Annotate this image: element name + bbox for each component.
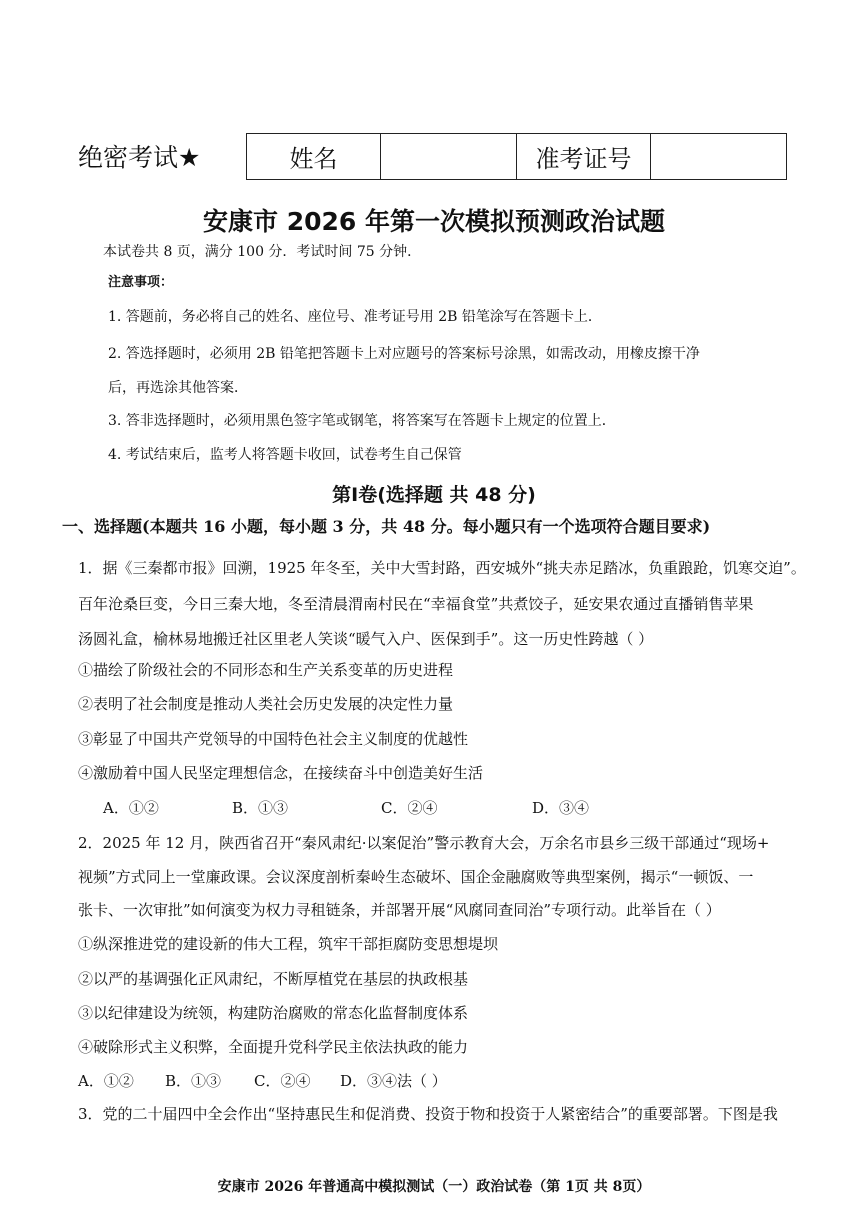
option-c: C．②④ [381,799,438,817]
statement: ②表明了社会制度是推动人类社会历史发展的决定性力量 [78,695,454,713]
id-field [651,134,786,179]
option-a: A．①② [78,1072,134,1090]
notes-heading: 注意事项： [108,275,174,290]
question-text: 2．2025 年 12 月，陕西省召开“秦风肃纪·以案促治”警示教育大会，万余名市县乡三级干部通过“现场+ [78,834,770,852]
name-label: 姓名 [247,134,381,179]
section-title: 第Ⅰ卷(选择题 共 48 分) [332,484,536,506]
option-a: A．①② [103,799,159,817]
option-d: D．③④法（ ） [340,1072,447,1090]
candidate-info-table [246,133,787,180]
id-label: 准考证号 [517,134,651,179]
note-line: 3. 答非选择题时，必须用黑色签字笔或钢笔，将答案写在答题卡上规定的位置上． [108,413,616,429]
question-text: 1．据《三秦都市报》回溯，1925 年冬至，关中大雪封路，西安城外“挑夫赤足踏冰，负重踉跄，饥寒交迫”。 [78,559,806,577]
note-line: 后，再选涂其他答案． [108,380,248,396]
option-c: C．②④ [254,1072,311,1090]
statement: ③以纪律建设为统领，构建防治腐败的常态化监督制度体系 [78,1004,469,1022]
question-text: 汤圆礼盒，榆林易地搬迁社区里老人笑谈“暖气入户、医保到手”。这一历史性跨越（ ） [78,630,654,648]
statement: ①描绘了阶级社会的不同形态和生产关系变革的历史进程 [78,661,454,679]
secret-label: 绝密考试★ [78,143,201,172]
question-text: 百年沧桑巨变，今日三秦大地，冬至清晨渭南村民在“幸福食堂”共煮饺子，延安果农通过直播销售苹果 [78,595,754,613]
section-description: 一、选择题(本题共 16 小题，每小题 3 分，共 48 分。每小题只有一个选项符合题目要求) [62,517,711,536]
statement: ②以严的基调强化正风肃纪，不断厚植党在基层的执政根基 [78,970,469,988]
statement: ④激励着中国人民坚定理想信念，在接续奋斗中创造美好生活 [78,764,484,782]
statement: ①纵深推进党的建设新的伟大工程，筑牢干部拒腐防变思想堤坝 [78,935,499,953]
note-line: 2. 答选择题时，必须用 2B 铅笔把答题卡上对应题号的答案标号涂黑，如需改动，用橡皮擦干净 [108,346,700,362]
question-text: 视频”方式同上一堂廉政课。会议深度剖析秦岭生态破坏、国企金融腐败等典型案例，揭示“一顿饭、一 [78,868,754,886]
exam-title: 安康市 2026 年第一次模拟预测政治试题 [203,207,665,236]
note-line: 4. 考试结束后，监考人将答题卡收回，试卷考生自己保管 [108,447,462,463]
option-b: B．①③ [165,1072,222,1090]
note-line: 1. 答题前，务必将自己的姓名、座位号、准考证号用 2B 铅笔涂写在答题卡上． [108,309,602,325]
option-d: D．③④ [532,799,590,817]
exam-info: 本试卷共 8 页，满分 100 分．考试时间 75 分钟． [103,244,422,260]
name-field [381,134,517,179]
question-text: 3．党的二十届四中全会作出“坚持惠民生和促消费、投资于物和投资于人紧密结合”的重要部署。下图是我 [78,1105,778,1123]
statement: ③彰显了中国共产党领导的中国特色社会主义制度的优越性 [78,730,469,748]
option-b: B．①③ [232,799,289,817]
page-footer: 安康市 2026 年普通高中模拟测试（一）政治试卷（第 1页 共 8页） [217,1179,651,1195]
statement: ④破除形式主义积弊，全面提升党科学民主依法执政的能力 [78,1038,469,1056]
question-text: 张卡、一次审批”如何演变为权力寻租链条，并部署开展“风腐同查同治”专项行动。此举旨在（ ） [78,901,721,919]
